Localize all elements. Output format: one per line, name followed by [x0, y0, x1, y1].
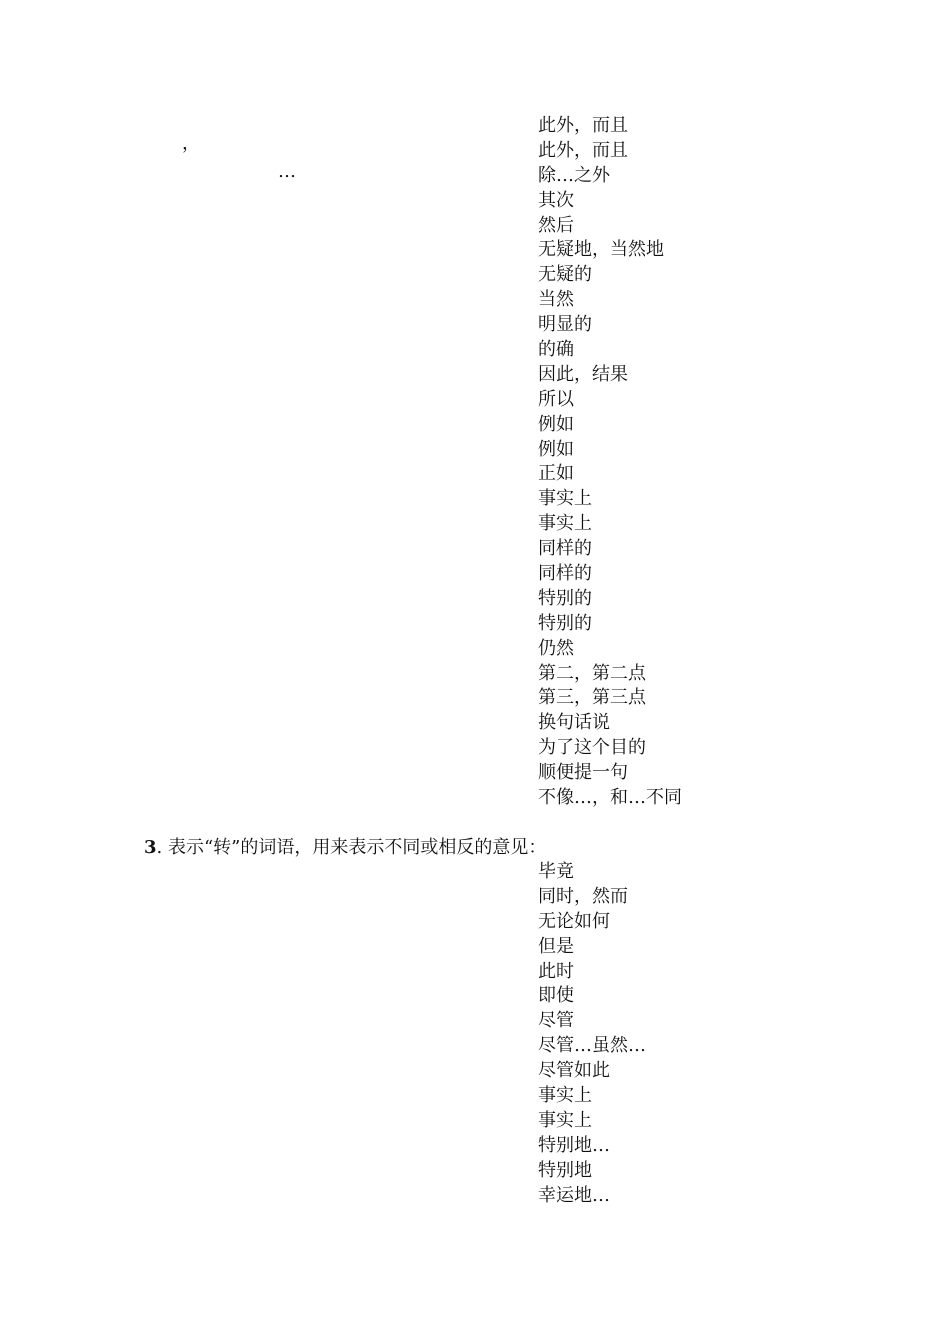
list-item: 同样的: [538, 538, 592, 560]
list-item: 幸运地…: [538, 1184, 610, 1206]
list-item: 因此，结果: [538, 363, 628, 385]
list-item: 尽管: [538, 1010, 574, 1032]
list-item: 特别地: [538, 1159, 592, 1181]
list-item: 无疑地，当然地: [538, 239, 664, 261]
list-item: 即使: [538, 985, 574, 1007]
contrast-words-list: [538, 860, 646, 1208]
list-item: 事实上: [538, 513, 592, 535]
list-item: 第三，第三点: [538, 687, 646, 709]
stray-comma: ，: [182, 133, 200, 154]
list-item: 同时，然而: [538, 885, 628, 907]
list-item: 仍然: [538, 637, 574, 659]
list-item: 无论如何: [538, 910, 610, 932]
list-item: 的确: [538, 339, 574, 361]
list-item: 当然: [538, 289, 574, 311]
list-item: 但是: [538, 935, 574, 957]
section-number: 3: [144, 837, 157, 858]
list-item: 例如: [538, 438, 574, 460]
list-item: 所以: [538, 388, 574, 410]
list-item: 同样的: [538, 563, 592, 585]
list-item: 事实上: [538, 488, 592, 510]
list-item: 第二，第二点: [538, 662, 646, 684]
list-item: 除…之外: [538, 164, 610, 186]
list-item: 尽管…虽然…: [538, 1035, 646, 1057]
section-heading-text: . 表示“转”的词语，用来表示不同或相反的意见：: [156, 837, 547, 858]
list-item: 无疑的: [538, 264, 592, 286]
list-item: 明显的: [538, 314, 592, 336]
list-item: 此外，而且: [538, 139, 628, 161]
list-item: 正如: [538, 463, 574, 485]
stray-ellipsis: …: [278, 161, 296, 182]
list-item: 然后: [538, 214, 574, 236]
list-item: 特别的: [538, 612, 592, 634]
transition-words-list: [538, 114, 682, 811]
list-item: 特别的: [538, 587, 592, 609]
list-item: 例如: [538, 413, 574, 435]
list-item: 换句话说: [538, 712, 610, 734]
list-item: 为了这个目的: [538, 737, 646, 759]
list-item: 毕竟: [538, 861, 574, 882]
list-item: 事实上: [538, 1109, 592, 1131]
list-item: 此时: [538, 960, 574, 982]
list-item: 不像…，和…不同: [538, 787, 682, 809]
list-item: 事实上: [538, 1085, 592, 1107]
list-item: 此外，而且: [538, 115, 628, 136]
list-item: 特别地…: [538, 1134, 610, 1156]
list-item: 顺便提一句: [538, 762, 628, 784]
section-3-heading: [144, 836, 546, 860]
list-item: 其次: [538, 189, 574, 211]
list-item: 尽管如此: [538, 1060, 610, 1082]
